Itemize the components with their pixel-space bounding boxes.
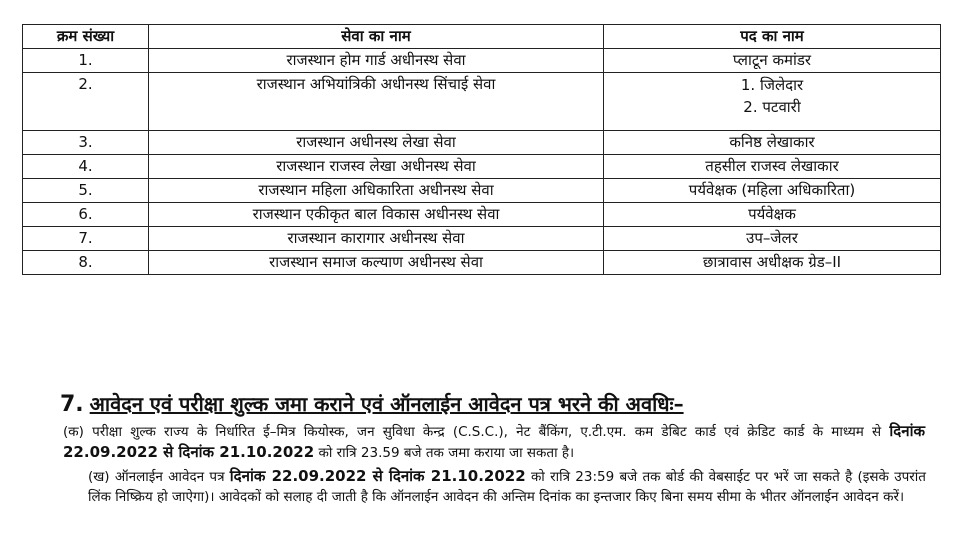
header-post: पद का नाम (604, 25, 941, 49)
paragraph-marker: (ख) (88, 469, 110, 485)
serial-cell: 4. (23, 155, 149, 179)
table-row (23, 155, 941, 179)
table-row (23, 251, 941, 275)
paragraph-text: ऑनलाईन आवेदन पत्र (114, 469, 225, 485)
table-row (23, 73, 941, 131)
serial-cell: 8. (23, 251, 149, 275)
table-row (23, 131, 941, 155)
post-cell (604, 73, 941, 131)
table-row (23, 49, 941, 73)
paragraph-ka (63, 421, 925, 463)
paragraph-text: को रात्रि 23:59 बजे तक बोर्ड की वेबसाईट पर भरें जा सकते है (इसके उपरांत लिंक निष्क्रिय हो जाऐगा)। आवेदकों को सलाह दी जाती है कि ऑनलाईन आवेदन की अन्तिम दिनांक का इन्तजार किए बिना समय सीमा के भीतर ऑनलाईन आवेदन करें। (88, 469, 926, 505)
post-cell: पर्यवेक्षक (महिला अधिकारिता) (604, 179, 941, 203)
post-cell: पर्यवेक्षक (604, 203, 941, 227)
post-list-item: 1. जिलेदार (740, 76, 804, 94)
post-cell: छात्रावास अधीक्षक ग्रेड–II (604, 251, 941, 275)
paragraph-marker: (क) (63, 424, 84, 440)
service-cell: राजस्थान अधीनस्थ लेखा सेवा (149, 131, 604, 155)
table-row (23, 227, 941, 251)
service-cell: राजस्थान होम गार्ड अधीनस्थ सेवा (149, 49, 604, 73)
table-row (23, 203, 941, 227)
service-cell: राजस्थान एकीकृत बाल विकास अधीनस्थ सेवा (149, 203, 604, 227)
service-cell: राजस्थान अभियांत्रिकी अधीनस्थ सिंचाई सेवा (149, 73, 604, 131)
paragraph-text: परीक्षा शुल्क राज्य के निर्धारित ई–मित्र कियोस्क, जन सुविधा केन्द्र (C.S.C.), नेट बैंकिंग, ए.टी.एम. कम डेबिट कार्ड एवं क्रेडिट कार्ड के माध्यम से (92, 424, 882, 440)
header-serial: क्रम संख्या (23, 25, 149, 49)
table-header-row (23, 25, 941, 49)
post-cell: उप–जेलर (604, 227, 941, 251)
date-range-highlight: दिनांक 22.09.2022 से दिनांक 21.10.2022 (63, 422, 925, 461)
serial-cell: 5. (23, 179, 149, 203)
post-cell: कनिष्ठ लेखाकार (604, 131, 941, 155)
serial-cell: 7. (23, 227, 149, 251)
post-cell: तहसील राजस्व लेखाकार (604, 155, 941, 179)
serial-cell: 3. (23, 131, 149, 155)
services-table (22, 24, 941, 275)
header-service: सेवा का नाम (149, 25, 604, 49)
post-list (608, 74, 936, 118)
date-range-highlight: दिनांक 22.09.2022 से दिनांक 21.10.2022 (229, 467, 526, 485)
service-cell: राजस्थान समाज कल्याण अधीनस्थ सेवा (149, 251, 604, 275)
section-title: आवेदन एवं परीक्षा शुल्क जमा कराने एवं ऑनलाईन आवेदन पत्र भरने की अवधिः– (89, 392, 684, 416)
section-heading (60, 390, 930, 417)
serial-cell: 6. (23, 203, 149, 227)
serial-cell: 1. (23, 49, 149, 73)
section-number: 7. (60, 392, 84, 417)
post-list-item: 2. पटवारी (743, 98, 801, 116)
service-cell: राजस्थान कारागार अधीनस्थ सेवा (149, 227, 604, 251)
paragraph-kha (88, 466, 926, 507)
serial-cell: 2. (23, 73, 149, 131)
service-cell: राजस्थान महिला अधिकारिता अधीनस्थ सेवा (149, 179, 604, 203)
post-cell: प्लाटून कमांडर (604, 49, 941, 73)
table-row (23, 179, 941, 203)
service-cell: राजस्थान राजस्व लेखा अधीनस्थ सेवा (149, 155, 604, 179)
paragraph-text: को रात्रि 23.59 बजे तक जमा कराया जा सकता है। (318, 445, 575, 461)
